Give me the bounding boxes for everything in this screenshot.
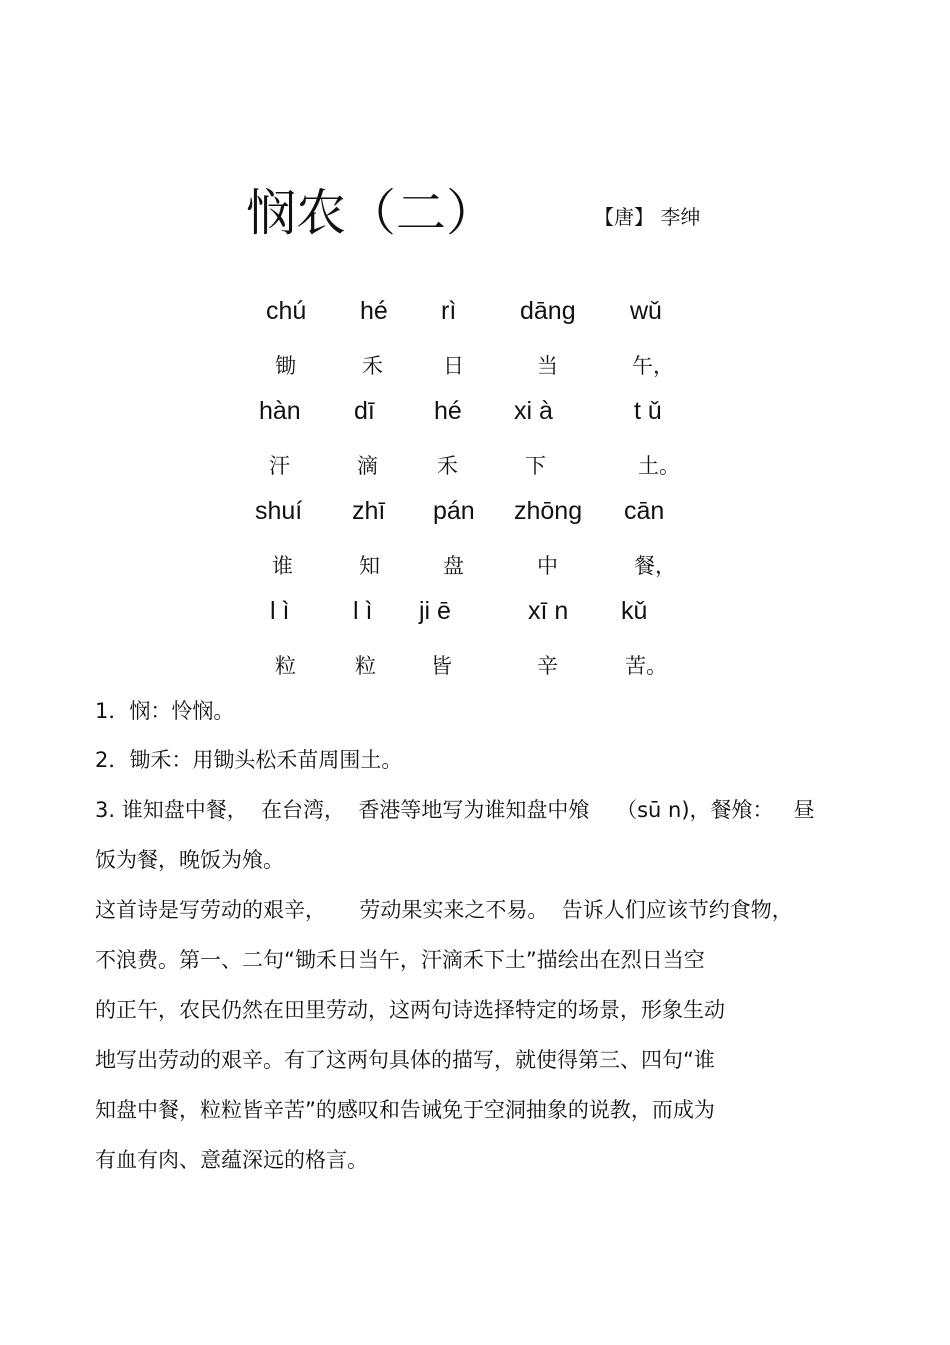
pinyin-syllable: pán bbox=[433, 497, 475, 525]
pinyin-syllable: wǔ bbox=[630, 297, 662, 325]
commentary-line: 这首诗是写劳动的艰辛， 劳动果实来之不易。 告诉人们应该节约食物， bbox=[95, 898, 793, 922]
pinyin-syllable: l ì bbox=[270, 597, 290, 625]
commentary-line: 的正午，农民仍然在田里劳动，这两句诗选择特定的场景，形象生动 bbox=[95, 998, 725, 1022]
poem-character: 粒 bbox=[355, 654, 376, 678]
note-line: 2．锄禾：用锄头松禾苗周围土。 bbox=[95, 748, 403, 772]
pinyin-syllable: dāng bbox=[520, 297, 576, 325]
pinyin-syllable: rì bbox=[441, 297, 457, 325]
poem-character: 下 bbox=[525, 454, 546, 478]
pinyin-syllable: l ì bbox=[353, 597, 373, 625]
poem-author: 【唐】 李绅 bbox=[594, 205, 701, 229]
poem-character: 盘 bbox=[443, 554, 464, 578]
pinyin-syllable: zhī bbox=[352, 497, 386, 525]
poem-character: 餐， bbox=[634, 554, 676, 578]
pinyin-syllable: xī n bbox=[528, 597, 569, 625]
pinyin-syllable: hé bbox=[360, 297, 388, 325]
commentary-line: 有血有肉、意蕴深远的格言。 bbox=[95, 1148, 368, 1172]
poem-character: 苦。 bbox=[625, 654, 667, 678]
pinyin-syllable: zhōng bbox=[514, 497, 583, 525]
poem-character: 午， bbox=[632, 354, 674, 378]
poem-character: 知 bbox=[359, 554, 380, 578]
pinyin-syllable: dī bbox=[354, 397, 375, 425]
pinyin-syllable: hàn bbox=[259, 397, 301, 425]
pinyin-syllable: xi à bbox=[514, 397, 553, 425]
poem-title: 悯农（二） bbox=[246, 184, 496, 242]
poem-character: 中 bbox=[537, 554, 558, 578]
pinyin-syllable: ji ē bbox=[419, 597, 451, 625]
commentary-line: 不浪费。第一、二句“锄禾日当午，汗滴禾下土”描绘出在烈日当空 bbox=[95, 948, 705, 972]
poem-character: 辛 bbox=[537, 654, 558, 678]
pinyin-syllable: kǔ bbox=[621, 597, 648, 625]
poem-character: 皆 bbox=[431, 654, 452, 678]
note-line: 饭为餐，晚饭为飧。 bbox=[95, 848, 284, 872]
note-line: 1．悯：怜悯。 bbox=[95, 699, 235, 723]
poem-character: 粒 bbox=[275, 654, 296, 678]
pinyin-syllable: hé bbox=[434, 397, 462, 425]
poem-character: 谁 bbox=[272, 554, 293, 578]
commentary-line: 知盘中餐，粒粒皆辛苦”的感叹和告诫免于空洞抽象的说教，而成为 bbox=[95, 1098, 715, 1122]
poem-character: 汗 bbox=[269, 454, 290, 478]
pinyin-syllable: shuí bbox=[255, 497, 303, 525]
poem-character: 日 bbox=[443, 354, 464, 378]
note-line: 3. 谁知盘中餐， 在台湾， 香港等地写为谁知盘中飧 （sū n)，餐飧： 昼 bbox=[95, 798, 815, 822]
poem-character: 禾 bbox=[437, 454, 458, 478]
poem-character: 禾 bbox=[362, 354, 383, 378]
poem-character: 当 bbox=[537, 354, 558, 378]
pinyin-syllable: cān bbox=[624, 497, 665, 525]
commentary-line: 地写出劳动的艰辛。有了这两句具体的描写，就使得第三、四句“谁 bbox=[95, 1048, 715, 1072]
poem-character: 滴 bbox=[357, 454, 378, 478]
poem-character: 锄 bbox=[275, 354, 296, 378]
pinyin-syllable: t ǔ bbox=[634, 397, 662, 425]
pinyin-syllable: chú bbox=[266, 297, 307, 325]
poem-character: 土。 bbox=[638, 454, 680, 478]
